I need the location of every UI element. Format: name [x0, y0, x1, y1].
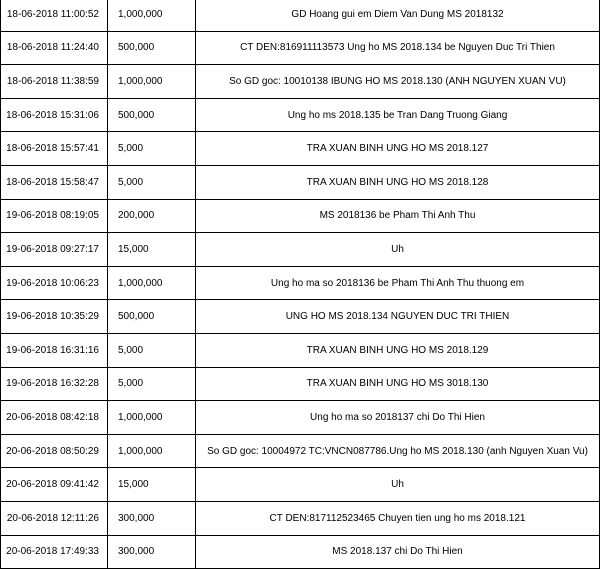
- description-cell: Uh: [196, 233, 600, 267]
- amount-cell: 1,000,000: [108, 65, 196, 99]
- description-cell: Ung ho ma so 2018137 chi Do Thi Hien: [196, 401, 600, 435]
- amount-cell: 500,000: [108, 300, 196, 334]
- amount-cell: 5,000: [108, 367, 196, 401]
- datetime-cell: 18-06-2018 15:58:47: [1, 165, 108, 199]
- table-row: [1, 165, 600, 199]
- table-row: [1, 98, 600, 132]
- table-row: [1, 434, 600, 468]
- description-cell: UNG HO MS 2018.134 NGUYEN DUC TRI THIEN: [196, 300, 600, 334]
- description-cell: CT DEN:817112523465 Chuyen tien ung ho ms 2018.121: [196, 501, 600, 535]
- description-cell: So GD goc: 10010138 IBUNG HO MS 2018.130 (ANH NGUYEN XUAN VU): [196, 65, 600, 99]
- description-cell: MS 2018.137 chi Do Thi Hien: [196, 535, 600, 569]
- datetime-cell: 20-06-2018 09:41:42: [1, 468, 108, 502]
- table-row: [1, 535, 600, 569]
- datetime-cell: 18-06-2018 15:57:41: [1, 132, 108, 166]
- description-cell: Ung ho ms 2018.135 be Tran Dang Truong Giang: [196, 98, 600, 132]
- table-row: [1, 65, 600, 99]
- datetime-cell: 19-06-2018 10:35:29: [1, 300, 108, 334]
- amount-cell: 5,000: [108, 333, 196, 367]
- table-row: [1, 501, 600, 535]
- table-row: [1, 199, 600, 233]
- description-cell: So GD goc: 10004972 TC:VNCN087786.Ung ho MS 2018.130 (anh Nguyen Xuan Vu): [196, 434, 600, 468]
- datetime-cell: 20-06-2018 12:11:26: [1, 501, 108, 535]
- table-row: [1, 367, 600, 401]
- datetime-cell: 19-06-2018 09:27:17: [1, 233, 108, 267]
- table-row: [1, 300, 600, 334]
- table-row: [1, 132, 600, 166]
- description-cell: TRA XUAN BINH UNG HO MS 2018.127: [196, 132, 600, 166]
- amount-cell: 5,000: [108, 132, 196, 166]
- amount-cell: 500,000: [108, 31, 196, 65]
- amount-cell: 300,000: [108, 501, 196, 535]
- amount-cell: 300,000: [108, 535, 196, 569]
- amount-cell: 1,000,000: [108, 0, 196, 31]
- table-row: [1, 0, 600, 31]
- datetime-cell: 18-06-2018 11:38:59: [1, 65, 108, 99]
- amount-cell: 1,000,000: [108, 401, 196, 435]
- amount-cell: 1,000,000: [108, 266, 196, 300]
- datetime-cell: 20-06-2018 08:42:18: [1, 401, 108, 435]
- table-row: [1, 333, 600, 367]
- description-cell: TRA XUAN BINH UNG HO MS 3018.130: [196, 367, 600, 401]
- description-cell: Ung ho ma so 2018136 be Pham Thi Anh Thu thuong em: [196, 266, 600, 300]
- datetime-cell: 18-06-2018 11:00:52: [1, 0, 108, 31]
- transactions-body: [1, 0, 600, 569]
- table-row: [1, 468, 600, 502]
- description-cell: GD Hoang gui em Diem Van Dung MS 2018132: [196, 0, 600, 31]
- amount-cell: 1,000,000: [108, 434, 196, 468]
- amount-cell: 200,000: [108, 199, 196, 233]
- table-row: [1, 31, 600, 65]
- description-cell: MS 2018136 be Pham Thi Anh Thu: [196, 199, 600, 233]
- amount-cell: 15,000: [108, 233, 196, 267]
- amount-cell: 500,000: [108, 98, 196, 132]
- table-row: [1, 233, 600, 267]
- table-row: [1, 266, 600, 300]
- datetime-cell: 18-06-2018 11:24:40: [1, 31, 108, 65]
- amount-cell: 5,000: [108, 165, 196, 199]
- datetime-cell: 20-06-2018 08:50:29: [1, 434, 108, 468]
- datetime-cell: 19-06-2018 16:31:16: [1, 333, 108, 367]
- datetime-cell: 20-06-2018 17:49:33: [1, 535, 108, 569]
- table-row: [1, 401, 600, 435]
- datetime-cell: 18-06-2018 15:31:06: [1, 98, 108, 132]
- description-cell: Uh: [196, 468, 600, 502]
- datetime-cell: 19-06-2018 16:32:28: [1, 367, 108, 401]
- amount-cell: 15,000: [108, 468, 196, 502]
- description-cell: TRA XUAN BINH UNG HO MS 2018.128: [196, 165, 600, 199]
- description-cell: TRA XUAN BINH UNG HO MS 2018.129: [196, 333, 600, 367]
- description-cell: CT DEN:816911113573 Ung ho MS 2018.134 be Nguyen Duc Tri Thien: [196, 31, 600, 65]
- datetime-cell: 19-06-2018 10:06:23: [1, 266, 108, 300]
- datetime-cell: 19-06-2018 08:19:05: [1, 199, 108, 233]
